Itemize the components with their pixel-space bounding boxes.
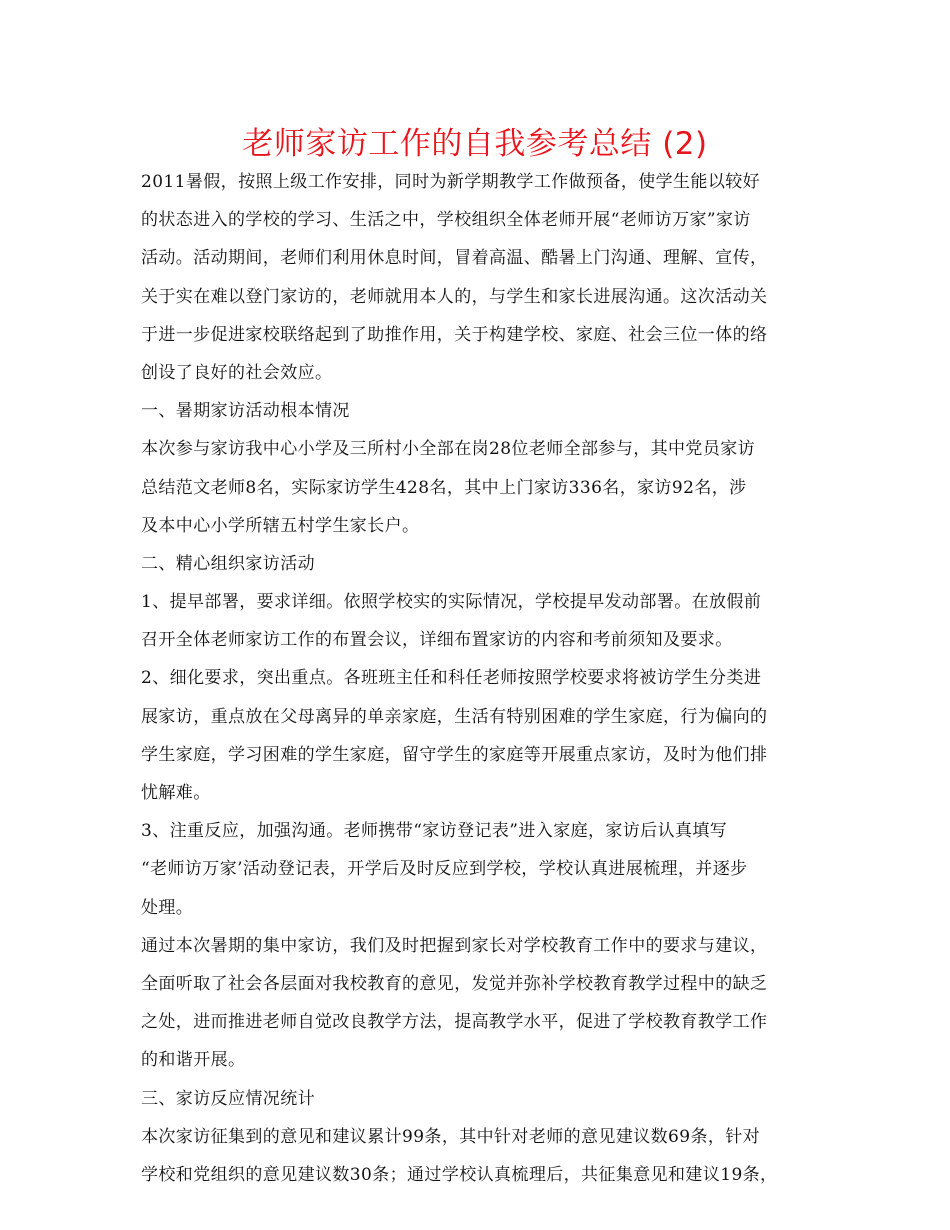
- document-body: [141, 163, 821, 1194]
- text-line: 全面听取了社会各层面对我校教育的意见，发觉并弥补学校教育教学过程中的缺乏: [141, 973, 768, 994]
- text-line: 处理。: [141, 897, 194, 918]
- text-line: 活动。活动期间，老师们利用休息时间，冒着高温、酷暑上门沟通、理解、宣传，: [141, 248, 768, 269]
- text-line: 1、提早部署，要求详细。依照学校实的实际情况，学校提早发动部署。在放假前: [141, 592, 762, 613]
- text-line: 3、注重反应，加强沟通。老师携带“家访登记表”进入家庭，家访后认真填写: [141, 821, 728, 842]
- text-line: “老师访万家’活动登记表，开学后及时反应到学校，学校认真进展梳理，并逐步: [141, 859, 748, 880]
- text-line: 学生家庭，学习困难的学生家庭，留守学生的家庭等开展重点家访，及时为他们排: [141, 744, 768, 765]
- text-line: 及本中心小学所辖五村学生家长户。: [141, 515, 420, 536]
- text-line: 本次家访征集到的意见和建议累计99条，其中针对老师的意见建议数69条，针对: [141, 1126, 761, 1147]
- text-line: 之处，进而推进老师自觉改良教学方法，提高教学水平，促进了学校教育教学工作: [141, 1012, 768, 1033]
- text-line: 2、细化要求，突出重点。各班班主任和科任老师按照学校要求将被访学生分类进: [141, 668, 762, 689]
- text-line: 2011暑假，按照上级工作安排，同时为新学期教学工作做预备，使学生能以较好: [141, 172, 761, 192]
- text-line: 通过本次暑期的集中家访，我们及时把握到家长对学校教育工作中的要求与建议，: [141, 935, 768, 956]
- text-line: 忧解难。: [141, 783, 211, 803]
- text-line: 召开全体老师家访工作的布置会议，详细布置家访的内容和考前须知及要求。: [141, 630, 733, 651]
- document-title: 老师家访工作的自我参考总结 (2): [242, 126, 708, 162]
- text-line: 的状态进入的学校的学习、生活之中，学校组织全体老师开展“老师访万家”家访: [141, 210, 751, 231]
- section-heading: 一、暑期家访活动根本情况: [141, 401, 350, 422]
- text-line: 于进一步促进家校联络起到了助推作用，关于构建学校、家庭、社会三位一体的络: [141, 324, 768, 345]
- section-heading: 三、家访反应情况统计: [141, 1088, 315, 1109]
- text-line: 总结范文老师8名，实际家访学生428名，其中上门家访336名，家访92名，涉: [141, 477, 747, 498]
- text-line: 的和谐开展。: [141, 1050, 246, 1071]
- section-heading: 二、精心组织家访活动: [141, 553, 315, 574]
- text-line: 本次参与家访我中心小学及三所村小全部在岗28位老师全部参与，其中党员家访: [141, 439, 756, 460]
- text-line: 关于实在难以登门家访的，老师就用本人的，与学生和家长进展沟通。这次活动关: [141, 286, 768, 307]
- text-line: 创设了良好的社会效应。: [141, 362, 333, 383]
- text-line: 展家访，重点放在父母离异的单亲家庭，生活有特别困难的学生家庭，行为偏向的: [141, 706, 768, 727]
- text-line: 学校和党组织的意见建议数30条；通过学校认真梳理后，共征集意见和建议19条，: [141, 1164, 778, 1185]
